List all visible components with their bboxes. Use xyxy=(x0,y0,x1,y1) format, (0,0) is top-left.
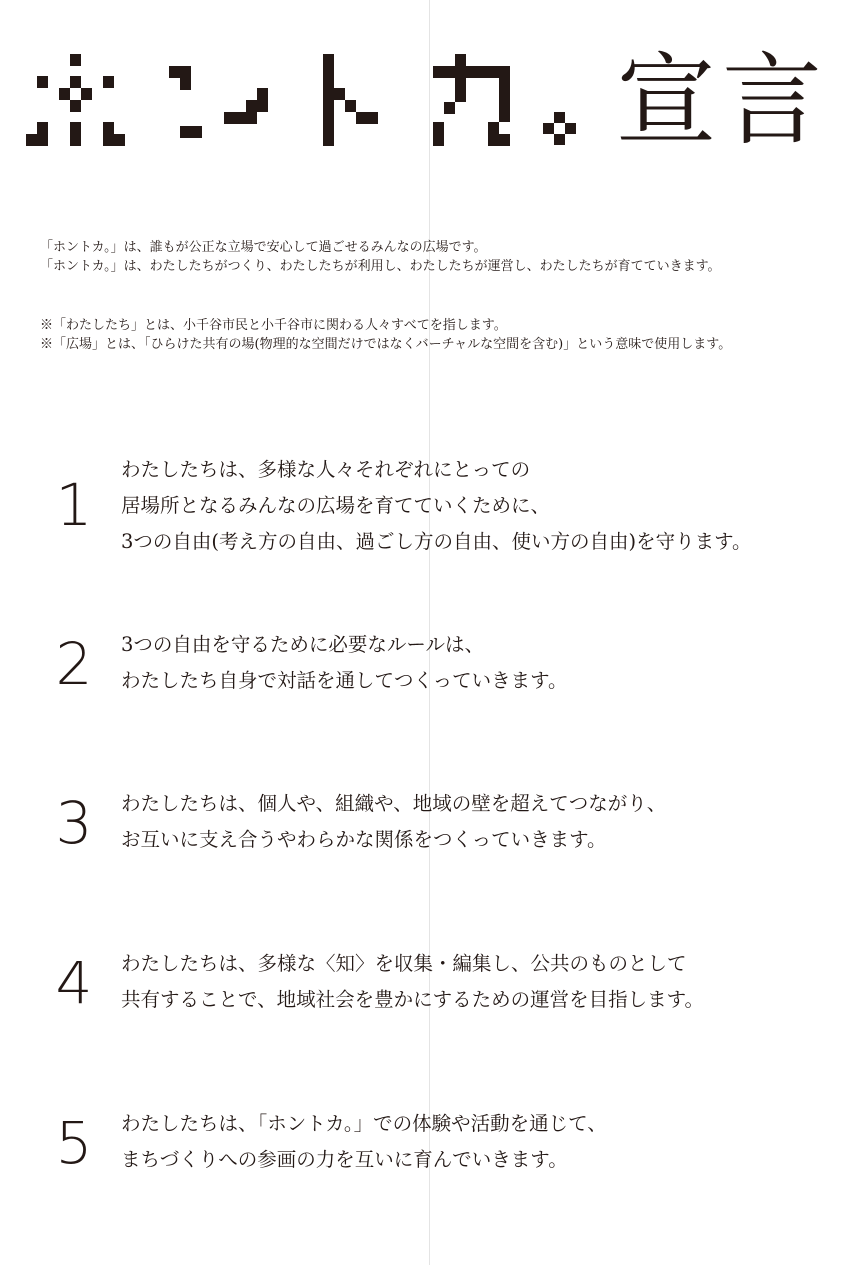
clause-text xyxy=(121,452,857,560)
intro-paragraph xyxy=(40,238,840,276)
clause-line: お互いに支え合うやわらかな関係をつくっていきます。 xyxy=(121,828,607,851)
intro-note: ※「広場」とは、「ひらけた共有の場(物理的な空間だけではなくバーチャルな空間を含む)」という意味で使用します。 xyxy=(40,337,732,352)
intro-line: 「ホントカ。」は、わたしたちがつくり、わたしたちが利用し、わたしたちが運営し、わたしたちが育てていきます。 xyxy=(40,259,721,274)
clause-line: 居場所となるみんなの広場を育てていくために、 xyxy=(121,494,551,517)
clause-text xyxy=(121,946,857,1018)
clause-number: 2 xyxy=(55,630,93,698)
clause-text xyxy=(121,786,857,858)
title-kanji-sengen: 宣言 xyxy=(616,42,828,159)
intro-line: 「ホントカ。」は、誰もが公正な立場で安心して過ごせるみんなの広場です。 xyxy=(40,240,487,255)
clause-line: わたしたちは、多様な人々それぞれにとっての xyxy=(121,458,531,481)
intro-notes xyxy=(40,316,840,354)
pixel-logo-hontoka xyxy=(26,54,576,146)
declaration-title-text xyxy=(0,0,1,1)
clause-line: わたしたちは、多様な〈知〉を収集・編集し、公共のものとして xyxy=(121,952,687,975)
pixel-glyph-ka xyxy=(433,54,510,146)
intro-note: ※「わたしたち」とは、小千谷市民と小千谷市に関わる人々すべてを指します。 xyxy=(40,318,507,333)
pixel-glyph-to xyxy=(323,54,378,146)
clause-text xyxy=(121,1106,857,1178)
pixel-glyph-period xyxy=(543,112,576,145)
clause-number: 5 xyxy=(55,1109,93,1177)
pixel-glyph-n xyxy=(169,66,268,138)
clause-line: 共有することで、地域社会を豊かにするための運営を目指します。 xyxy=(121,988,705,1011)
clause-number: 3 xyxy=(55,789,93,857)
clause-number: 4 xyxy=(55,949,93,1017)
clause-line: 3つの自由(考え方の自由、過ごし方の自由、使い方の自由)を守ります。 xyxy=(121,530,752,553)
clause-line: まちづくりへの参画の力を互いに育んでいきます。 xyxy=(121,1148,568,1171)
clause-line: わたしたちは、「ホントカ。」での体験や活動を通じて、 xyxy=(121,1112,607,1135)
clause-line: 3つの自由を守るために必要なルールは、 xyxy=(121,633,485,656)
clause-number: 1 xyxy=(55,471,93,539)
clause-text xyxy=(121,627,857,699)
clause-line: わたしたちは、個人や、組織や、地域の壁を超えてつながり、 xyxy=(121,792,667,815)
clause-line: わたしたち自身で対話を通してつくっていきます。 xyxy=(121,669,568,692)
pixel-glyph-ho xyxy=(26,54,125,146)
